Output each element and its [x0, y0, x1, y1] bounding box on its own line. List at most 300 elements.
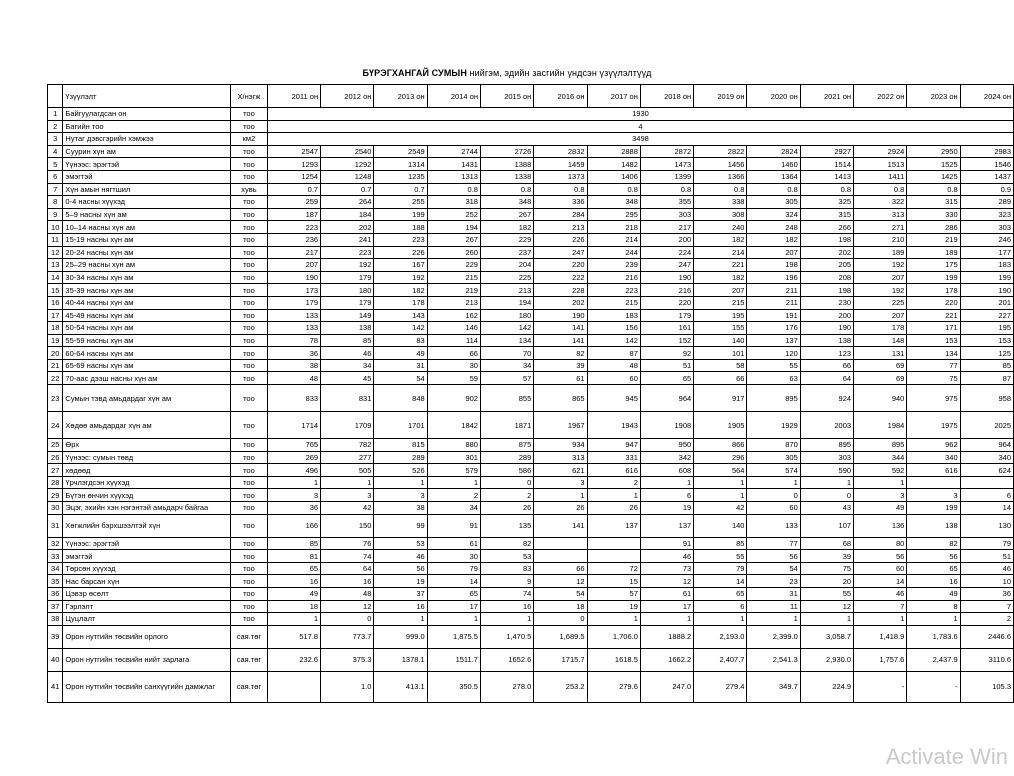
row-value: 199	[960, 271, 1013, 284]
table-row	[48, 347, 1014, 360]
row-value: 137	[640, 514, 693, 537]
row-value: 45	[321, 372, 374, 385]
row-value: 1701	[374, 412, 427, 439]
row-value: 149	[321, 309, 374, 322]
row-unit: тоо	[230, 476, 267, 489]
row-value: 1460	[747, 158, 800, 171]
row-value: 183	[960, 259, 1013, 272]
row-value: 190	[534, 309, 587, 322]
row-value: 17	[427, 600, 480, 613]
row-value: 46	[960, 562, 1013, 575]
row-value: 79	[960, 537, 1013, 550]
row-value: 46	[321, 347, 374, 360]
row-value: 349.7	[747, 671, 800, 702]
row-value: 1888.2	[640, 625, 693, 648]
row-value: 0.8	[747, 183, 800, 196]
row-value: 1	[800, 613, 853, 626]
row-value: 950	[640, 439, 693, 452]
row-value: 133	[747, 514, 800, 537]
header-year-2019: 2019 он	[694, 85, 747, 108]
row-value: 342	[640, 451, 693, 464]
row-unit: тоо	[230, 562, 267, 575]
row-value: 16	[907, 575, 960, 588]
row-value: 65	[640, 372, 693, 385]
row-value: 182	[694, 233, 747, 246]
row-value: 1714	[267, 412, 320, 439]
row-value: 875	[480, 439, 533, 452]
row-value: 138	[907, 514, 960, 537]
row-value: 1	[694, 476, 747, 489]
row-value: 303	[640, 208, 693, 221]
row-number: 6	[48, 170, 63, 183]
row-value: 866	[694, 439, 747, 452]
row-value: 133	[267, 322, 320, 335]
row-value: 142	[374, 322, 427, 335]
row-value: 240	[694, 221, 747, 234]
row-value: 1	[800, 476, 853, 489]
row-value: 19	[374, 575, 427, 588]
row-value: 7	[854, 600, 907, 613]
activation-watermark: Activate Win	[885, 744, 1008, 769]
row-number: 4	[48, 145, 63, 158]
row-value: 964	[960, 439, 1013, 452]
row-value: 213	[480, 284, 533, 297]
row-value: 815	[374, 439, 427, 452]
row-number: 11	[48, 233, 63, 246]
row-value: 192	[374, 271, 427, 284]
row-value: 23	[747, 575, 800, 588]
row-value: 183	[587, 309, 640, 322]
row-value: 945	[587, 385, 640, 412]
row-value: 228	[534, 284, 587, 297]
row-value: 30	[427, 359, 480, 372]
row-value: 2025	[960, 412, 1013, 439]
row-value: 223	[374, 233, 427, 246]
row-value: 141	[534, 322, 587, 335]
row-value: 138	[321, 322, 374, 335]
row-number: 7	[48, 183, 63, 196]
row-value: 248	[747, 221, 800, 234]
row-value: 69	[854, 359, 907, 372]
row-value: 66	[427, 347, 480, 360]
row-value: 3	[907, 489, 960, 502]
header-year-2013: 2013 он	[374, 85, 427, 108]
table-body	[48, 108, 1014, 703]
row-label: Үүнээс: сумын төвд	[63, 451, 231, 464]
row-value: 2726	[480, 145, 533, 158]
row-value: 1	[640, 613, 693, 626]
row-label: Үүнээс: эрэгтэй	[63, 537, 231, 550]
row-value: 247	[640, 259, 693, 272]
row-value: 51	[960, 550, 1013, 563]
row-label: Цуцлалт	[63, 613, 231, 626]
row-value: 848	[374, 385, 427, 412]
row-value: 1399	[640, 170, 693, 183]
row-value: 189	[907, 246, 960, 259]
row-unit: тоо	[230, 502, 267, 515]
row-value: 1,689.5	[534, 625, 587, 648]
row-value: 1618.5	[587, 648, 640, 671]
row-value: 207	[747, 246, 800, 259]
row-label: Төрсөн хүүхэд	[63, 562, 231, 575]
row-value: 191	[747, 309, 800, 322]
row-unit: сая.төг	[230, 648, 267, 671]
row-value: 60	[854, 562, 907, 575]
row-value: 348	[587, 196, 640, 209]
row-value: 87	[587, 347, 640, 360]
row-value: 3	[321, 489, 374, 502]
row-value: 171	[907, 322, 960, 335]
row-value: 1292	[321, 158, 374, 171]
header-year-2011: 2011 он	[267, 85, 320, 108]
row-value: 46	[854, 588, 907, 601]
row-value: 2872	[640, 145, 693, 158]
row-value: 1473	[640, 158, 693, 171]
row-value: 85	[321, 334, 374, 347]
row-number: 40	[48, 648, 63, 671]
row-value: 322	[854, 196, 907, 209]
row-value: 201	[960, 296, 1013, 309]
row-value: 1	[694, 613, 747, 626]
header-year-2021: 2021 он	[800, 85, 853, 108]
row-value: 1967	[534, 412, 587, 439]
row-label: Нутаг дэвсгэрийн хэмжээ	[63, 133, 231, 146]
row-value: 194	[427, 221, 480, 234]
row-value: 31	[374, 359, 427, 372]
row-value: 148	[854, 334, 907, 347]
row-value: 39	[800, 550, 853, 563]
table-row	[48, 514, 1014, 537]
row-value: 91	[427, 514, 480, 537]
table-row	[48, 246, 1014, 259]
row-value: 216	[640, 284, 693, 297]
row-value: 870	[747, 439, 800, 452]
row-value: 590	[800, 464, 853, 477]
row-value: 0	[534, 613, 587, 626]
row-label: 40-44 насны хүн ам	[63, 296, 231, 309]
row-value: 58	[694, 359, 747, 372]
row-value: 65	[907, 562, 960, 575]
row-value: 56	[374, 562, 427, 575]
row-value: 75	[800, 562, 853, 575]
row-value: 0.7	[374, 183, 427, 196]
row-value: 190	[800, 322, 853, 335]
row-value: 318	[427, 196, 480, 209]
row-value: 83	[480, 562, 533, 575]
row-value: 55	[800, 588, 853, 601]
row-value: 56	[747, 550, 800, 563]
row-value: 20	[800, 575, 853, 588]
row-value: 0.8	[694, 183, 747, 196]
row-value: 49	[267, 588, 320, 601]
row-number: 19	[48, 334, 63, 347]
row-value: 1514	[800, 158, 853, 171]
row-value: 188	[374, 221, 427, 234]
row-unit: тоо	[230, 233, 267, 246]
row-value: 82	[480, 537, 533, 550]
row-value: 236	[267, 233, 320, 246]
table-row	[48, 271, 1014, 284]
row-value: 1871	[480, 412, 533, 439]
row-value: 1248	[321, 170, 374, 183]
row-value: 34	[480, 359, 533, 372]
row-value: 1	[374, 613, 427, 626]
row-value: 940	[854, 385, 907, 412]
row-value: 2888	[587, 145, 640, 158]
row-label: Багийн тоо	[63, 120, 231, 133]
header-rownum	[48, 85, 63, 108]
row-value: 586	[480, 464, 533, 477]
row-value: 247	[534, 246, 587, 259]
row-unit: тоо	[230, 439, 267, 452]
row-value: 142	[480, 322, 533, 335]
row-value: 46	[640, 550, 693, 563]
row-value: 2744	[427, 145, 480, 158]
table-row	[48, 489, 1014, 502]
row-number: 34	[48, 562, 63, 575]
row-value: 2983	[960, 145, 1013, 158]
row-value: 178	[907, 284, 960, 297]
row-unit: тоо	[230, 309, 267, 322]
row-value: 2003	[800, 412, 853, 439]
row-value: 36	[267, 502, 320, 515]
row-value: 39	[534, 359, 587, 372]
row-unit: тоо	[230, 588, 267, 601]
row-value: 59	[427, 372, 480, 385]
row-value: 308	[694, 208, 747, 221]
row-value: 80	[854, 537, 907, 550]
row-value: 247.0	[640, 671, 693, 702]
row-value: 1338	[480, 170, 533, 183]
row-value: 239	[587, 259, 640, 272]
table-row	[48, 451, 1014, 464]
row-value: 167	[374, 259, 427, 272]
row-value: 0.8	[854, 183, 907, 196]
row-value: 267	[427, 233, 480, 246]
row-value: 140	[694, 514, 747, 537]
row-unit: тоо	[230, 514, 267, 537]
row-value: 284	[534, 208, 587, 221]
row-unit: хувь	[230, 183, 267, 196]
row-value: 213	[427, 296, 480, 309]
row-value: 12	[640, 575, 693, 588]
row-value	[534, 537, 587, 550]
row-value: 241	[321, 233, 374, 246]
row-value	[907, 476, 960, 489]
row-value: 1	[747, 613, 800, 626]
row-number: 30	[48, 502, 63, 515]
row-value: 205	[800, 259, 853, 272]
row-value: 64	[800, 372, 853, 385]
row-value: 8	[907, 600, 960, 613]
row-unit: тоо	[230, 372, 267, 385]
row-label: хөдөөд	[63, 464, 231, 477]
row-value: 0.8	[800, 183, 853, 196]
row-value: 195	[960, 322, 1013, 335]
row-value: 295	[587, 208, 640, 221]
row-unit: тоо	[230, 464, 267, 477]
row-value: 182	[694, 271, 747, 284]
row-value: 37	[374, 588, 427, 601]
row-number: 29	[48, 489, 63, 502]
table-row	[48, 296, 1014, 309]
row-value: 895	[854, 439, 907, 452]
row-value: 413.1	[374, 671, 427, 702]
row-number: 39	[48, 625, 63, 648]
table-row	[48, 322, 1014, 335]
row-value: 42	[694, 502, 747, 515]
table-row	[48, 588, 1014, 601]
row-number: 2	[48, 120, 63, 133]
row-value: 271	[854, 221, 907, 234]
row-value: 49	[907, 588, 960, 601]
row-value: 49	[854, 502, 907, 515]
page-title-bold: БҮРЭГХАНГАЙ СУМЫН	[362, 68, 467, 78]
row-label: Хүн амын нягтшил	[63, 183, 231, 196]
row-unit: тоо	[230, 170, 267, 183]
row-value: 1,757.6	[854, 648, 907, 671]
row-value: 964	[640, 385, 693, 412]
row-value: 136	[854, 514, 907, 537]
row-unit: тоо	[230, 334, 267, 347]
row-value: 179	[267, 296, 320, 309]
row-value: 17	[640, 600, 693, 613]
row-number: 36	[48, 588, 63, 601]
row-value: 85	[694, 537, 747, 550]
row-value: 313	[534, 451, 587, 464]
table-row	[48, 233, 1014, 246]
row-value: 220	[534, 259, 587, 272]
row-value: 0	[480, 476, 533, 489]
row-value: 0.7	[321, 183, 374, 196]
row-value: 34	[321, 359, 374, 372]
row-number: 35	[48, 575, 63, 588]
row-label: Сумын тэвд амьдардаг хүн ам	[63, 385, 231, 412]
row-value: 1431	[427, 158, 480, 171]
row-value: 305	[747, 196, 800, 209]
row-value: 217	[267, 246, 320, 259]
row-value: 1709	[321, 412, 374, 439]
row-value: 1373	[534, 170, 587, 183]
row-value: 66	[694, 372, 747, 385]
row-value: 72	[587, 562, 640, 575]
row-value	[587, 550, 640, 563]
header-unit: Х/нэгж	[230, 85, 267, 108]
row-value: 65	[427, 588, 480, 601]
row-value: 1984	[854, 412, 907, 439]
row-value: 1	[640, 476, 693, 489]
row-value: -	[854, 671, 907, 702]
row-value: 1525	[907, 158, 960, 171]
row-value: 189	[854, 246, 907, 259]
row-value: 141	[534, 334, 587, 347]
row-unit: тоо	[230, 537, 267, 550]
row-value: 99	[374, 514, 427, 537]
row-value: 1652.6	[480, 648, 533, 671]
row-value: 0	[800, 489, 853, 502]
row-number: 31	[48, 514, 63, 537]
row-value: 179	[321, 271, 374, 284]
row-value: 3	[534, 476, 587, 489]
row-value: 214	[587, 233, 640, 246]
row-unit: тоо	[230, 550, 267, 563]
row-value: 975	[907, 385, 960, 412]
table-row	[48, 625, 1014, 648]
row-value	[534, 550, 587, 563]
row-value: 56	[907, 550, 960, 563]
row-value: 564	[694, 464, 747, 477]
row-value: 179	[321, 296, 374, 309]
row-value: 150	[321, 514, 374, 537]
row-number: 23	[48, 385, 63, 412]
row-value: 3,058.7	[800, 625, 853, 648]
row-label: Хөдөө амьдардаг хүн ам	[63, 412, 231, 439]
row-value: 16	[480, 600, 533, 613]
row-value: 0.8	[427, 183, 480, 196]
row-value: 68	[800, 537, 853, 550]
row-value: 83	[374, 334, 427, 347]
row-value: 232.6	[267, 648, 320, 671]
header-year-2022: 2022 он	[854, 85, 907, 108]
row-value: 223	[321, 246, 374, 259]
row-value: 6	[640, 489, 693, 502]
row-label: 65-69 насны хүн ам	[63, 359, 231, 372]
row-value: 92	[640, 347, 693, 360]
row-value: 38	[267, 359, 320, 372]
row-value: 289	[374, 451, 427, 464]
table-row	[48, 372, 1014, 385]
row-value: -	[907, 671, 960, 702]
row-value: 225	[854, 296, 907, 309]
row-number: 5	[48, 158, 63, 171]
row-unit: тоо	[230, 385, 267, 412]
row-number: 8	[48, 196, 63, 209]
row-value: 244	[587, 246, 640, 259]
row-label: 35-39 насны хүн ам	[63, 284, 231, 297]
row-value: 63	[747, 372, 800, 385]
row-value: 338	[694, 196, 747, 209]
row-value: 77	[747, 537, 800, 550]
row-value: 48	[321, 588, 374, 601]
row-number: 41	[48, 671, 63, 702]
row-label: Байгуулагдсан он	[63, 108, 231, 121]
row-value: 3	[854, 489, 907, 502]
row-value: 1,418.9	[854, 625, 907, 648]
row-value: 344	[854, 451, 907, 464]
row-value: 1314	[374, 158, 427, 171]
row-value: 1715.7	[534, 648, 587, 671]
page-title	[0, 68, 1014, 78]
row-value: 26	[534, 502, 587, 515]
row-value: 53	[480, 550, 533, 563]
row-value: 134	[480, 334, 533, 347]
row-number: 32	[48, 537, 63, 550]
row-value: 60	[747, 502, 800, 515]
row-number: 20	[48, 347, 63, 360]
row-value: 2	[427, 489, 480, 502]
row-value: 74	[321, 550, 374, 563]
row-value: 958	[960, 385, 1013, 412]
row-number: 33	[48, 550, 63, 563]
row-value	[960, 476, 1013, 489]
row-value: 6	[694, 600, 747, 613]
row-value: 218	[587, 221, 640, 234]
row-value: 219	[427, 284, 480, 297]
row-value: 1437	[960, 170, 1013, 183]
row-value: 176	[747, 322, 800, 335]
row-unit: тоо	[230, 359, 267, 372]
row-value: 0.8	[907, 183, 960, 196]
